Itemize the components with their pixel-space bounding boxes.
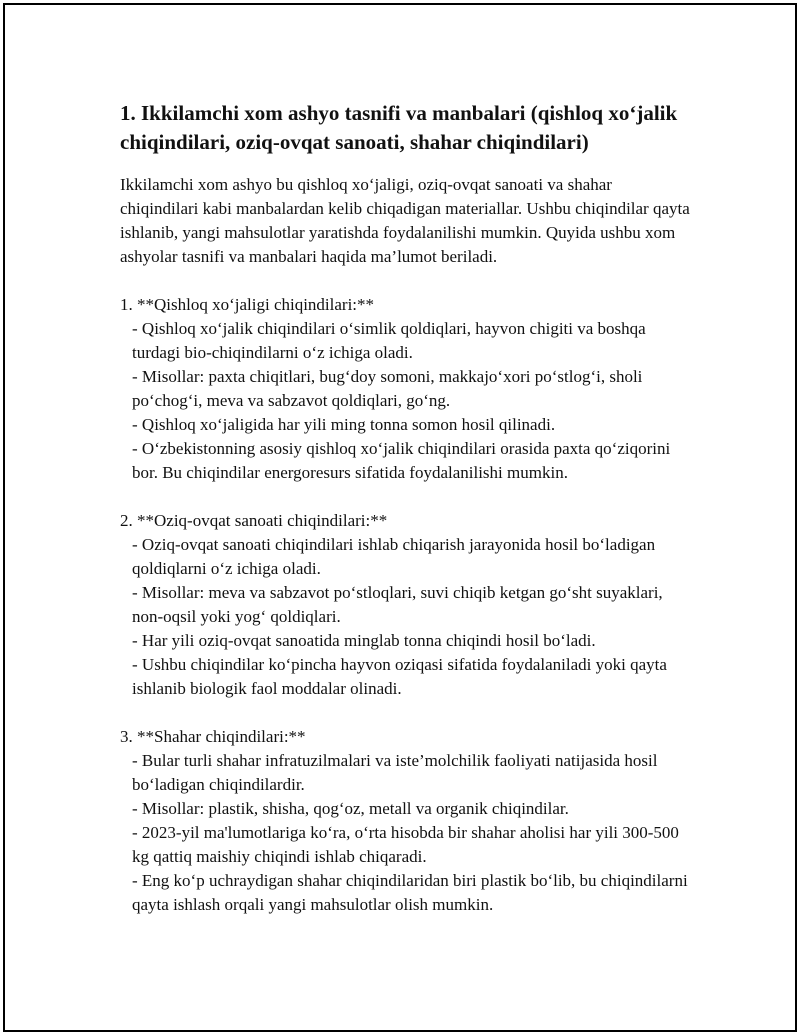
section-heading: 3. **Shahar chiqindilari:** — [120, 727, 306, 746]
section-item: - 2023-yil ma'lumotlariga ko‘ra, o‘rta hisobda bir shahar aholisi har yili 300-500 kg qattiq maishiy chiqindi ishlab chiqaradi. — [132, 823, 679, 866]
section-item: - Misollar: plastik, shisha, qog‘oz, metall va organik chiqindilar. — [132, 799, 569, 818]
section-item: - Misollar: meva va sabzavot po‘stloqlari, suvi chiqib ketgan go‘sht suyaklari, non-oqsil yoki yog‘ qoldiqlari. — [132, 583, 663, 626]
section-item: - Misollar: paxta chiqitlari, bug‘doy somoni, makkajo‘xori po‘stlog‘i, sholi po‘chog‘i, meva va sabzavot qoldiqlari, go‘ng. — [132, 367, 643, 410]
document-title: 1. Ikkilamchi xom ashyo tasnifi va manbalari (qishloq xo‘jalik chiqindilari, oziq-ovqat sanoati, shahar chiqindilari) — [120, 101, 678, 154]
spacer — [120, 269, 690, 293]
section-agriculture — [120, 293, 690, 485]
section-item: - Qishloq xo‘jalik chiqindilari o‘simlik qoldiqlari, hayvon chigiti va boshqa turdagi bio-chiqindilarni o‘z ichiga oladi. — [132, 319, 646, 362]
spacer — [120, 485, 690, 509]
section-heading: 2. **Oziq-ovqat sanoati chiqindilari:** — [120, 511, 388, 530]
document-body — [120, 99, 690, 917]
section-city-waste — [120, 725, 690, 917]
intro-paragraph: Ikkilamchi xom ashyo bu qishloq xo‘jaligi, oziq-ovqat sanoati va shahar chiqindilari kabi manbalardan kelib chiqadigan materiallar. Ushbu chiqindilar qayta ishlanib, yangi mahsulotlar yaratishda foydalanilishi mumkin. Quyida ushbu xom ashyolar tasnifi va manbalari haqida ma’lumot beriladi. — [120, 175, 690, 266]
section-item: - Ushbu chiqindilar ko‘pincha hayvon oziqasi sifatida foydalaniladi yoki qayta ishlanib biologik faol moddalar olinadi. — [132, 655, 667, 698]
page-frame — [3, 3, 797, 1032]
section-item: - Oziq-ovqat sanoati chiqindilari ishlab chiqarish jarayonida hosil bo‘ladigan qoldiqlarni o‘z ichiga oladi. — [132, 535, 656, 578]
section-item: - Eng ko‘p uchraydigan shahar chiqindilaridan biri plastik bo‘lib, bu chiqindilarni qayta ishlash orqali yangi mahsulotlar olish mumkin. — [132, 871, 688, 914]
section-item: - Qishloq xo‘jaligida har yili ming tonna somon hosil qilinadi. — [132, 415, 556, 434]
section-item: - Bular turli shahar infratuzilmalari va iste’molchilik faoliyati natijasida hosil bo‘ladigan chiqindilardir. — [132, 751, 658, 794]
section-heading: 1. **Qishloq xo‘jaligi chiqindilari:** — [120, 295, 375, 314]
spacer — [120, 701, 690, 725]
section-item: - O‘zbekistonning asosiy qishloq xo‘jalik chiqindilari orasida paxta qo‘ziqorini bor. Bu chiqindilar energoresurs sifatida foydalanilishi mumkin. — [132, 439, 671, 482]
section-food-industry — [120, 509, 690, 701]
section-item: - Har yili oziq-ovqat sanoatida minglab tonna chiqindi hosil bo‘ladi. — [132, 631, 596, 650]
